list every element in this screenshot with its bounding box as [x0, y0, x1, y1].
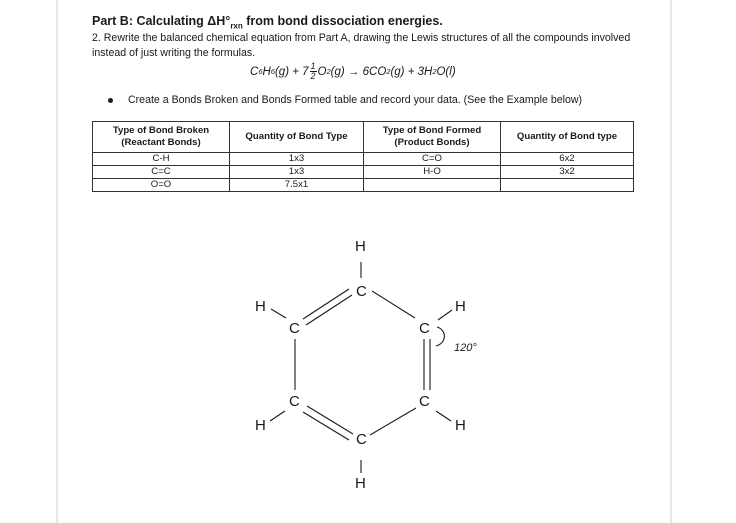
column-header: Quantity of Bond Type — [230, 122, 364, 153]
hydrogen-atom-bottom: H — [355, 475, 366, 492]
page-title: Part B: Calculating $\Delta H^\circ_{rxn}$ from bond dissociation energies. — [92, 14, 443, 31]
table-cell: 7.5x1 — [230, 179, 364, 192]
bond-cc-double-c2 — [307, 406, 353, 434]
table-cell: 6x2 — [501, 153, 634, 166]
column-header: Type of Bond Broken (Reactant Bonds) — [93, 122, 230, 153]
carbon-atom-lower-left: C — [289, 393, 300, 410]
column-header: Quantity of Bond type — [501, 122, 634, 153]
carbon-atom-upper-left: C — [289, 320, 300, 337]
table-cell: 1x3 — [230, 166, 364, 179]
hydrogen-atom-upper-right: H — [455, 298, 466, 315]
hydrogen-atom-upper-left: H — [255, 298, 266, 315]
table-cell: 3x2 — [501, 166, 634, 179]
table-cell: 1x3 — [230, 153, 364, 166]
table-cell: C=C — [93, 166, 230, 179]
carbon-atom-lower-right: C — [419, 393, 430, 410]
carbon-atom-top: C — [356, 283, 367, 300]
column-header: Type of Bond Formed (Product Bonds) — [364, 122, 501, 153]
fraction: $\frac{1}{2}$ — [310, 61, 316, 81]
bond-ch-lower-left — [270, 411, 285, 421]
bond-cc-single-bottom-right — [370, 408, 416, 435]
hydrogen-atom-top: H — [355, 238, 366, 255]
bond-angle-label: 120° — [454, 342, 477, 354]
bond-ch-upper-right — [438, 310, 452, 320]
table-cell: C-H — [93, 153, 230, 166]
instruction-text: 2. Rewrite the balanced chemical equation from Part A, drawing the Lewis structures of all the compounds involved instead of just writing the formulas. — [92, 32, 631, 59]
table-cell: H-O — [364, 166, 501, 179]
bond-cc-single-top-right — [372, 291, 415, 318]
bond-cc-double-c1 — [303, 412, 349, 440]
bond-angle-arc — [436, 327, 444, 346]
hydrogen-atom-lower-left: H — [255, 417, 266, 434]
carbon-atom-upper-right: C — [419, 320, 430, 337]
bond-ch-upper-left — [271, 309, 286, 318]
table-cell: C=O — [364, 153, 501, 166]
chemical-equation: C 6 H 6 (g) + 7 $\frac{1}{2}$ O 2 (g) → 6CO 2 (g) + 3H 2 O(l) — [250, 61, 456, 81]
bond-cc-double-a1 — [303, 289, 349, 319]
bond-ch-lower-right — [436, 411, 451, 421]
carbon-atom-bottom: C — [356, 431, 367, 448]
hydrogen-atom-lower-right: H — [455, 417, 466, 434]
bond-cc-double-a2 — [306, 295, 352, 325]
table-cell: O=O — [93, 179, 230, 192]
